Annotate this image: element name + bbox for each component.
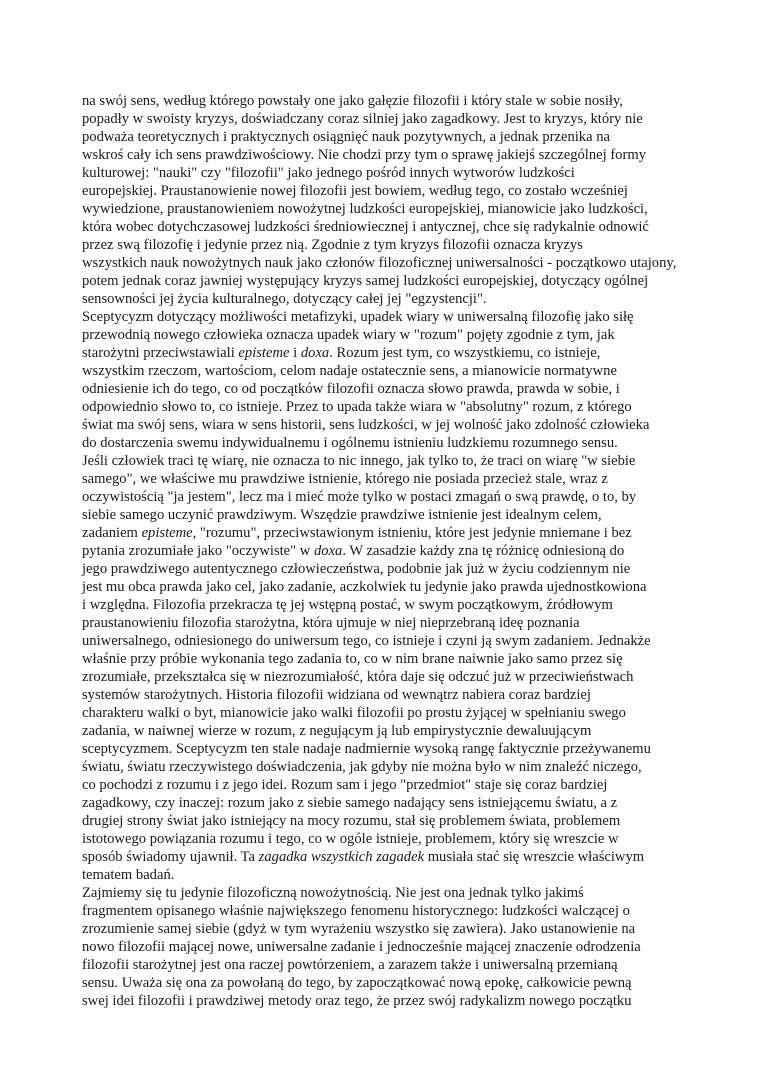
text-line: Zajmiemy się tu jedynie filozoficzną nowożytnością. Nie jest ona jednak tylko jakimś	[82, 885, 584, 901]
text-line: sceptycyzmem. Sceptycyzm ten stale nadaje nadmiernie wysoką rangę faktycznie przeżywanemu	[82, 741, 651, 757]
document-page	[82, 92, 682, 1010]
text-line: wskroś cały ich sens prawdziwościowy. Nie chodzi przy tym o sprawę jakiejś szczególnej formy	[82, 147, 646, 163]
text-line: przez swą filozofię i jedynie przez nią. Zgodnie z tym kryzys filozofii oznacza kryzys	[82, 237, 583, 253]
text-line: drugiej strony świat jako istniejący na mocy rozumu, stał się problemem świata, problemem	[82, 813, 621, 829]
text-line: uniwersalnego, odniesionego do uniwersum tego, co istnieje i czyni ją swym zadaniem. Jednakże	[82, 633, 651, 649]
paragraph-3	[82, 884, 682, 1010]
text-line: Jeśli człowiek traci tę wiarę, nie oznacza to nic innego, jak tylko to, że traci on wiarę "w siebie	[82, 453, 636, 469]
text-line: praustanowieniu filozofia starożytna, która ujmuje w niej nieprzebraną ideę poznania	[82, 615, 580, 631]
text-line: systemów starożytnych. Historia filozofii widziana od wewnątrz nabiera coraz bardziej	[82, 687, 591, 703]
text-line: światu, światu rzeczywistego doświadczenia, jak gdyby nie można było w nim znaleźć niczego,	[82, 759, 642, 775]
paragraph-1	[82, 92, 682, 308]
text-line: sensowności jej życia kulturalnego, dotyczący całej jej "egzystencji".	[82, 291, 487, 307]
text-line: samego", we właściwe mu prawdziwe istnienie, którego nie posiada przecież stale, wraz z	[82, 471, 608, 487]
text-line: zrozumiałe, przekształca się w niezrozumiałość, która daje się odczuć już w przeciwieństwach	[82, 669, 634, 685]
text-line: sensu. Uważa się ona za powołaną do tego, by zapoczątkować nową epokę, całkowicie pewną	[82, 975, 632, 991]
text-line: europejskiej. Praustanowienie nowej filozofii jest bowiem, według tego, co zostało wcześniej	[82, 183, 628, 199]
text-line: zadania, w naiwnej wierze w rozum, z negującym ją lub empirystycznie dewaluującym	[82, 723, 592, 739]
text-line: sposób świadomy ujawnił. Ta zagadka wszystkich zagadek musiała stać się wreszcie właściwym	[82, 849, 645, 865]
text-line: co pochodzi z rozumu i z jego idei. Rozum sam i jego "przedmiot" staje się coraz bardziej	[82, 777, 608, 793]
text-line: do dostarczenia swemu indywidualnemu i ogólnemu istnieniu ludzkiemu rozumnego sensu.	[82, 435, 618, 451]
text-line: popadły w swoisty kryzys, doświadczany coraz silniej jako zagadkowy. Jest to kryzys, który nie	[82, 111, 643, 127]
text-line: wywiedzione, praustanowieniem nowożytnej ludzkości europejskiej, mianowicie jako ludzkości,	[82, 201, 648, 217]
text-line: świat ma swój sens, wiara w sens historii, sens ludzkości, w jej wolność jako zdolność człowieka	[82, 417, 650, 433]
text-line: wszystkim rzeczom, wartościom, celom nadaje ostatecznie sens, a mianowicie normatywne	[82, 363, 617, 379]
text-line: jest mu obca prawda jako cel, jako zadanie, aczkolwiek tu jedynie jako prawda ujednostkowiona	[82, 579, 647, 595]
text-line: charakteru walki o byt, mianowicie jako walki filozofii po prostu żyjącej w spełnianiu swego	[82, 705, 626, 721]
text-line: podważa teoretycznych i praktycznych osiągnięć nauk pozytywnych, a jednak przenika na	[82, 129, 610, 145]
text-line: odpowiednio słowo to, co istnieje. Przez to upada także wiara w "absolutny" rozum, z którego	[82, 399, 632, 415]
text-line: zadaniem episteme, "rozumu", przeciwstawionym istnieniu, które jest jedynie mniemane i bez	[82, 525, 632, 541]
text-line: kulturowej: "nauki" czy "filozofii" jako jednego pośród innych wytworów ludzkości	[82, 165, 575, 181]
text-line: zrozumienie samej siebie (gdyż w tym wyrażeniu wszystko się zawiera). Jako ustanowienie na	[82, 921, 636, 937]
paragraph-2	[82, 308, 682, 884]
text-line: swej idei filozofii i prawdziwej metody oraz tego, że przez swój radykalizm nowego początku	[82, 993, 632, 1009]
text-line: pytania zrozumiałe jako "oczywiste" w doxa. W zasadzie każdy zna tę różnicę odniesioną do	[82, 543, 625, 559]
text-line: fragmentem opisanego właśnie największego fenomenu historycznego: ludzkości walczącej o	[82, 903, 630, 919]
text-line: właśnie przy próbie wykonania tego zadania to, co w nim brane naiwnie jako samo przez się	[82, 651, 623, 667]
text-line: siebie samego uczynić prawdziwym. Wszędzie prawdziwe istnienie jest idealnym celem,	[82, 507, 602, 523]
text-line: wszystkich nauk nowożytnych nauk jako członów filozoficznej uniwersalności - początkowo utajony,	[82, 255, 677, 271]
text-line: nowo filozofii mającej nowe, uniwersalne zadanie i jednocześnie mającej znaczenie odrodzenia	[82, 939, 641, 955]
text-line: odniesienie ich do tego, co od początków filozofii oznacza słowo prawda, prawda w sobie, i	[82, 381, 620, 397]
text-line: tematem badań.	[82, 867, 175, 883]
text-line: istotowego powiązania rozumu i tego, co w ogóle istnieje, problemem, który się wreszcie w	[82, 831, 619, 847]
text-line: jego prawdziwego autentycznego człowieczeństwa, podobnie jak już w życiu codziennym nie	[82, 561, 631, 577]
text-line: filozofii starożytnej jest ona raczej powtórzeniem, a zarazem także i uniwersalną przemianą	[82, 957, 618, 973]
text-line: Sceptycyzm dotyczący możliwości metafizyki, upadek wiary w uniwersalną filozofię jako siłę	[82, 309, 634, 325]
text-line: i względna. Filozofia przekracza tę jej wstępną postać, w swym początkowym, źródłowym	[82, 597, 613, 613]
text-line: zagadkowy, czy inaczej: rozum jako z siebie samego nadający sens istniejącemu światu, a z	[82, 795, 618, 811]
text-line: potem jednak coraz jawniej występujący kryzys samej ludzkości europejskiej, dotyczący ogólnej	[82, 273, 649, 289]
text-line: na swój sens, według którego powstały one jako gałęzie filozofii i który stale w sobie nosiły,	[82, 93, 623, 109]
text-line: która wobec dotychczasowej ludzkości średniowiecznej i antycznej, chce się radykalnie odnowić	[82, 219, 649, 235]
text-line: oczywistością "ja jestem", lecz ma i mieć może tylko w postaci zmagań o swą prawdę, o to, by	[82, 489, 637, 505]
text-line: starożytni przeciwstawiali episteme i doxa. Rozum jest tym, co wszystkiemu, co istnieje,	[82, 345, 601, 361]
text-line: przewodnią nowego człowieka oznacza upadek wiary w "rozum" pojęty zgodnie z tym, jak	[82, 327, 615, 343]
